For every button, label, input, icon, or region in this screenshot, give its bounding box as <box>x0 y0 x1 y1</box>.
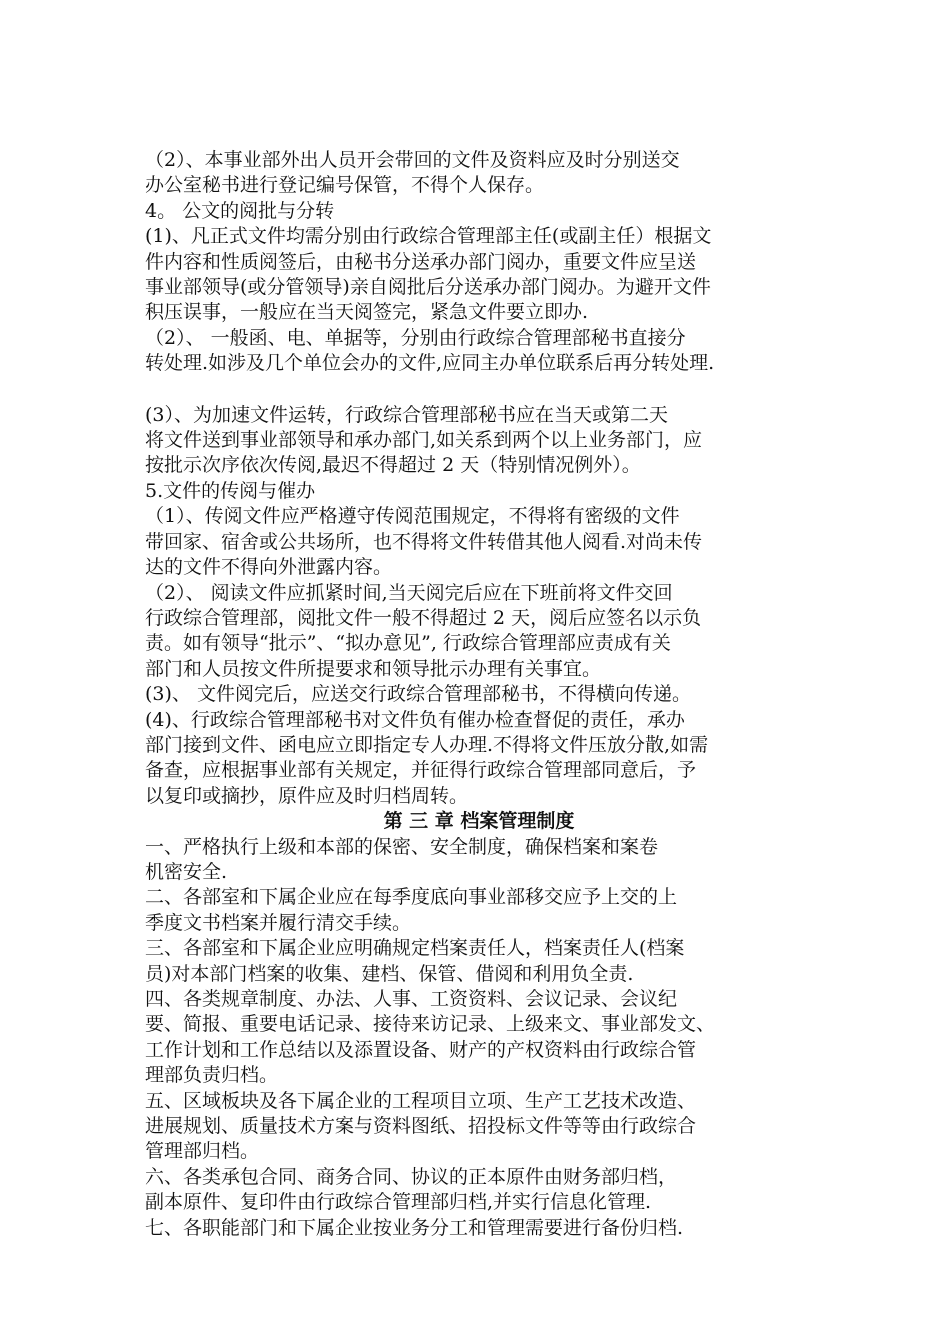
paragraph-line: 件内容和性质阅签后，由秘书分送承办部门阅办，重要文件应呈送 <box>145 250 697 273</box>
paragraph-line: 备查，应根据事业部有关规定，并征得行政综合管理部同意后，予 <box>145 759 697 782</box>
paragraph-line: 机密安全. <box>145 860 228 883</box>
paragraph-line: 员)对本部门档案的收集、建档、保管、借阅和利用负全责. <box>145 962 634 985</box>
paragraph-line: 五、区域板块及各下属企业的工程项目立项、生产工艺技术改造、 <box>145 1089 697 1112</box>
paragraph-line: 积压误事，一般应在当天阅签完，紧急文件要立即办. <box>145 301 589 324</box>
paragraph-line: (4)、行政综合管理部秘书对文件负有催办检查督促的责任，承办 <box>145 708 685 731</box>
paragraph-line: 七、各职能部门和下属企业按业务分工和管理需要进行备份归档. <box>145 1216 684 1239</box>
paragraph-line: 进展规划、质量技术方案与资料图纸、招投标文件等等由行政综合 <box>145 1115 697 1138</box>
paragraph-line: 部门接到文件、函电应立即指定专人办理.不得将文件压放分散,如需 <box>145 733 709 756</box>
paragraph-line: 四、各类规章制度、办法、人事、工资资料、会议记录、会议纪 <box>145 988 678 1010</box>
paragraph-line: 部门和人员按文件所提要求和领导批示办理有关事宜。 <box>145 657 602 680</box>
chapter-heading: 第 三 章 档案管理制度 <box>383 810 575 833</box>
paragraph-line: 行政综合管理部，阅批文件一般不得超过 2 天，阅后应签名以示负 <box>145 606 702 629</box>
document-body <box>145 148 813 1241</box>
paragraph-line: 以复印或摘抄，原件应及时归档周转。 <box>145 784 469 807</box>
paragraph-line: 三、各部室和下属企业应明确规定档案责任人，档案责任人(档案 <box>145 937 685 960</box>
paragraph-line: （2）、 一般函、电、单据等，分别由行政综合管理部秘书直接分 <box>145 326 686 349</box>
paragraph-line: 带回家、宿舍或公共场所，也不得将文件转借其他人阅看.对尚未传 <box>145 530 703 553</box>
paragraph-line: 按批示次序依次传阅,最迟不得超过 2 天（特别情况例外）。 <box>145 454 641 477</box>
paragraph-line: 一、严格执行上级和本部的保密、安全制度，确保档案和案卷 <box>145 835 659 858</box>
paragraph-line: （2）、 阅读文件应抓紧时间,当天阅完后应在下班前将文件交回 <box>145 581 673 604</box>
paragraph-line: （2）、本事业部外出人员开会带回的文件及资料应及时分别送交 <box>145 149 680 171</box>
paragraph-line: 二、各部室和下属企业应在每季度底向事业部移交应予上交的上 <box>145 886 678 909</box>
blank-line <box>145 377 813 403</box>
paragraph-line: 管理部归档。 <box>145 1140 260 1163</box>
paragraph-line: 工作计划和工作总结以及添置设备、财产的产权资料由行政综合管 <box>145 1038 697 1061</box>
paragraph-line: 办公室秘书进行登记编号保管，不得个人保存。 <box>145 174 545 197</box>
section-title: 5.文件的传阅与催办 <box>145 479 316 502</box>
paragraph-line: 责。如有领导“批示”、“拟办意见”, 行政综合管理部应责成有关 <box>145 632 671 655</box>
paragraph-line: 转处理.如涉及几个单位会办的文件,应同主办单位联系后再分转处理. <box>145 352 715 375</box>
paragraph-line: 理部负责归档。 <box>145 1064 279 1087</box>
paragraph-line: 要、简报、重要电话记录、接待来访记录、上级来文、事业部发文、 <box>145 1013 716 1036</box>
paragraph-line: (3）、为加速文件运转，行政综合管理部秘书应在当天或第二天 <box>145 403 669 426</box>
paragraph-line: 将文件送到事业部领导和承办部门,如关系到两个以上业务部门，应 <box>145 429 703 452</box>
paragraph-line: 事业部领导(或分管领导)亲自阅批后分送承办部门阅办。为避开文件 <box>145 276 711 299</box>
paragraph-line: (3)、 文件阅完后，应送交行政综合管理部秘书，不得横向传递。 <box>145 683 691 706</box>
paragraph-line: （1）、传阅文件应严格遵守传阅范围规定，不得将有密级的文件 <box>145 505 680 528</box>
paragraph-line: 六、各类承包合同、商务合同、协议的正本原件由财务部归档， <box>145 1165 678 1188</box>
paragraph-line: 达的文件不得向外泄露内容。 <box>145 556 393 579</box>
paragraph-line: 副本原件、复印件由行政综合管理部归档,并实行信息化管理. <box>145 1191 652 1214</box>
section-title: 4。 公文的阅批与分转 <box>145 199 335 222</box>
paragraph-line: (1)、凡正式文件均需分别由行政综合管理部主任(或副主任）根据文 <box>145 225 712 248</box>
paragraph-line: 季度文书档案并履行清交手续。 <box>145 911 412 934</box>
